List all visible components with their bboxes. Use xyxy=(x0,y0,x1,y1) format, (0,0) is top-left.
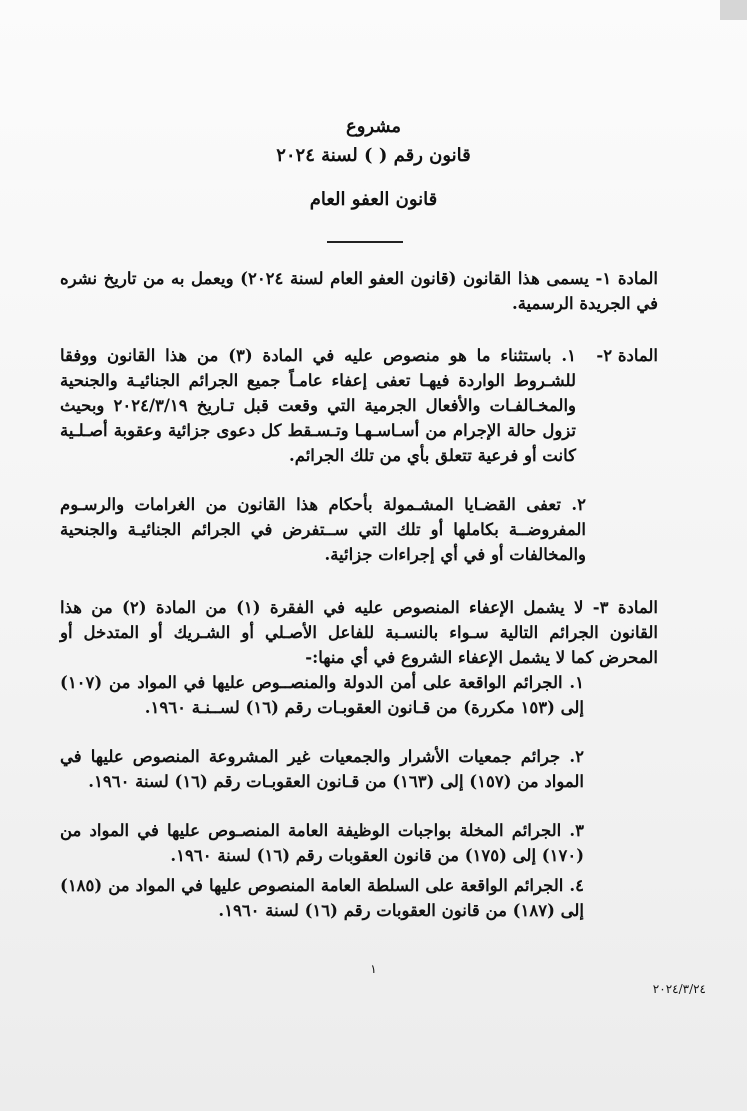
document-type: مشروع xyxy=(345,116,402,137)
article-2-paragraph-2: ٢. تعفى القضـايا المشـمولة بأحكام هذا القانون من الغرامات والرسـوم المفروضــة بكاملها أو تلك التي ســتفرض في الجرائم الجنائيـة والجنحية والمخالفات أو في أي إجراءات جزائية. xyxy=(60,495,586,564)
title-divider xyxy=(327,241,403,243)
article-1: المادة ١- يسمى هذا القانون (قانون العفو العام لسنة ٢٠٢٤) ويعمل به من تاريخ نشره في الجريدة الرسمية. xyxy=(60,269,659,313)
article-3-item-1: ١. الجرائم الواقعة على أمن الدولة والمنصــوص عليها في المواد من (١٠٧) إلى (١٥٣ مكررة) من قـانون العقوبـات رقم (١٦) لســنـة ١٩٦٠. xyxy=(60,673,584,717)
document-date: ٢٠٢٤/٣/٢٤ xyxy=(652,982,706,996)
article-3: المادة ٣- لا يشمل الإعفاء المنصوص عليه في الفقرة (١) من المادة (٢) من هذا القانون الجرائم التالية سـواء بالنسـبة للفاعل الأصـلي أو الشـريك أو المتدخل أو المحرض كما لا يشمل الإعفاء الشروع في أي منها:- xyxy=(60,598,658,667)
law-number: قانون رقم ( ) لسنة ٢٠٢٤ xyxy=(276,145,471,166)
page-number: ١ xyxy=(370,962,377,976)
article-2-paragraph-1: ١. باستثناء ما هو منصوص عليه في المادة (٣) من هذا القانون ووفقا للشـروط الواردة فيهـا تعفى إعفاء عامـاً جميع الجرائم الجنائيـة والجنحية والمخـالفـات والأفعال الجرمية التي وقعت قبل تـاريخ ٢٠٢٤/٣/١٩ وبحيث تزول حالة الإجرام من أسـاسـهـا وتـسـقط كل دعوى جزائية وعقوبة أصـلـية كانت أو فرعية تتعلق بأي من تلك الجرائم. xyxy=(60,346,576,465)
article-2-label: المادة ٢- xyxy=(596,346,658,365)
law-title: قانون العفو العام xyxy=(309,189,438,210)
page-corner xyxy=(720,0,747,20)
article-3-item-4: ٤. الجرائم الواقعة على السلطة العامة المنصوص عليها في المواد من (١٨٥) إلى (١٨٧) من قانون العقوبات رقم (١٦) لسنة ١٩٦٠. xyxy=(60,876,584,920)
article-3-item-2: ٢. جرائم جمعيات الأشرار والجمعيات غير المشروعة المنصوص عليها في المواد من (١٥٧) إلى (١٦٣) من قـانون العقوبـات رقم (١٦) لسنة ١٩٦٠. xyxy=(60,747,584,791)
article-3-item-3: ٣. الجرائم المخلة بواجبات الوظيفة العامة المنصـوص عليها في المواد من (١٧٠) إلى (١٧٥) من قانون العقوبات رقم (١٦) لسنة ١٩٦٠. xyxy=(60,821,584,865)
